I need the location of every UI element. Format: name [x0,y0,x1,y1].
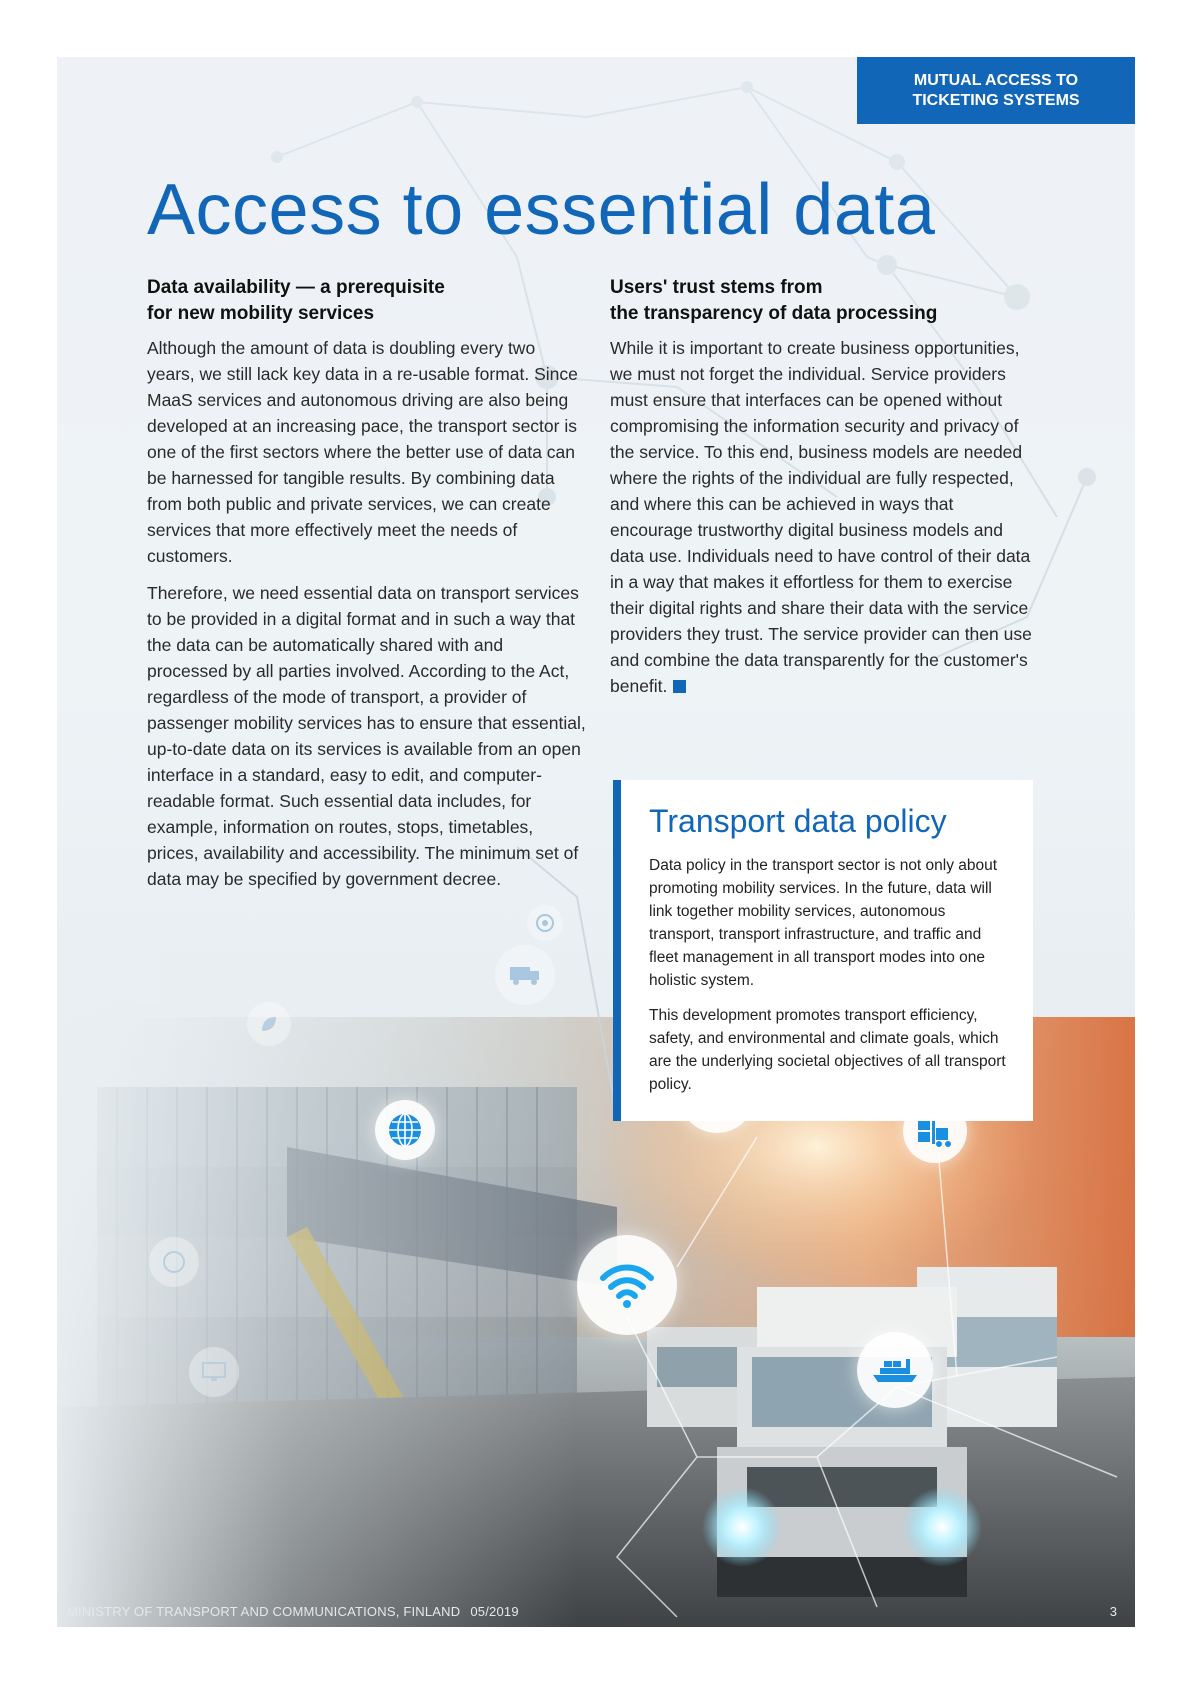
faint-target-icon [527,905,563,941]
page-number: 3 [1109,1604,1117,1619]
left-paragraph-1: Although the amount of data is doubling every two years, we still lack key data in a re-usable format. Since MaaS services and autonomous driving are also being developed at an increasing pace, the transport sector is one of the first sectors where the better use of data can be harnessed for tangible results. By combining data from both public and private services, we can create services that more effectively meet the needs of customers. [147,338,578,566]
policy-box-title: Transport data policy [649,803,947,839]
right-column-heading [610,275,1040,327]
right-heading-line-2: the transparency of data processing [610,303,938,324]
footer-publisher-line [67,1604,519,1619]
transport-data-policy-box [613,780,1033,1121]
faint-leaf-icon [247,1002,291,1046]
left-heading-line-2: for new mobility services [147,303,375,324]
right-paragraph-1 [610,335,1040,699]
section-tag-line-1: MUTUAL ACCESS TO [913,71,1079,89]
right-heading-line-1: Users' trust stems from [610,277,823,298]
footer-date: 05/2019 [470,1604,519,1619]
policy-box-paragraph-1: Data policy in the transport sector is not only about promoting mobility services. In the future, data will link together mobility services, autonomous transport, transport infrastructure, and traffic and fleet management in all transport modes into one holistic system. [649,857,998,989]
left-column [147,275,587,903]
section-tag [857,57,1135,124]
left-paragraph-2: Therefore, we need essential data on transport services to be provided in a digital format and in such a way that the data can be automatically shared with and processed by all parties involved. According to the Act, regardless of the mode of transport, a provider of passenger mobility services has to ensure that essential, up-to-date data on its services is available from an open interface in a standard, easy to edit, and computer-readable format. Such essential data includes, for example, information on routes, stops, timetables, prices, availability and accessibility. The minimum set of data may be specified by government decree. [147,583,586,889]
wifi-icon [577,1235,677,1335]
faint-monitor-icon [189,1347,239,1397]
left-heading-line-1: Data availability — a prerequisite [147,277,445,298]
article-end-mark [673,680,686,693]
policy-box-paragraph-2: This development promotes transport efficiency, safety, and environmental and climate goals, which are the underlying societal objectives of all transport policy. [649,1007,1006,1093]
page-title: Access to essential data [147,170,936,250]
page-footer [57,1597,1135,1627]
footer-publisher: MINISTRY OF TRANSPORT AND COMMUNICATIONS, FINLAND [67,1604,461,1619]
document-page [57,57,1135,1627]
faint-globe-icon [149,1237,199,1287]
left-column-heading [147,275,587,327]
globe-icon [375,1100,435,1160]
right-column [610,275,1040,710]
section-tag-line-2: TICKETING SYSTEMS [912,91,1080,109]
right-paragraph-1-text: While it is important to create business opportunities, we must not forget the individual. Service providers must ensure that interfaces can be opened without compromising the information security and privacy of the service. To this end, business models are needed where the rights of the individual are fully respected, and where this can be achieved in ways that encourage trustworthy digital business models and data use. Individuals need to have control of their data in a way that makes it effortless for them to exercise their digital rights and share their data with the service providers they trust. The service provider can then use and combine the data transparently for the customer's benefit. [610,338,1032,696]
ship-icon [857,1332,933,1408]
faint-truck-icon [495,945,555,1005]
section-tag-label [912,71,1079,111]
